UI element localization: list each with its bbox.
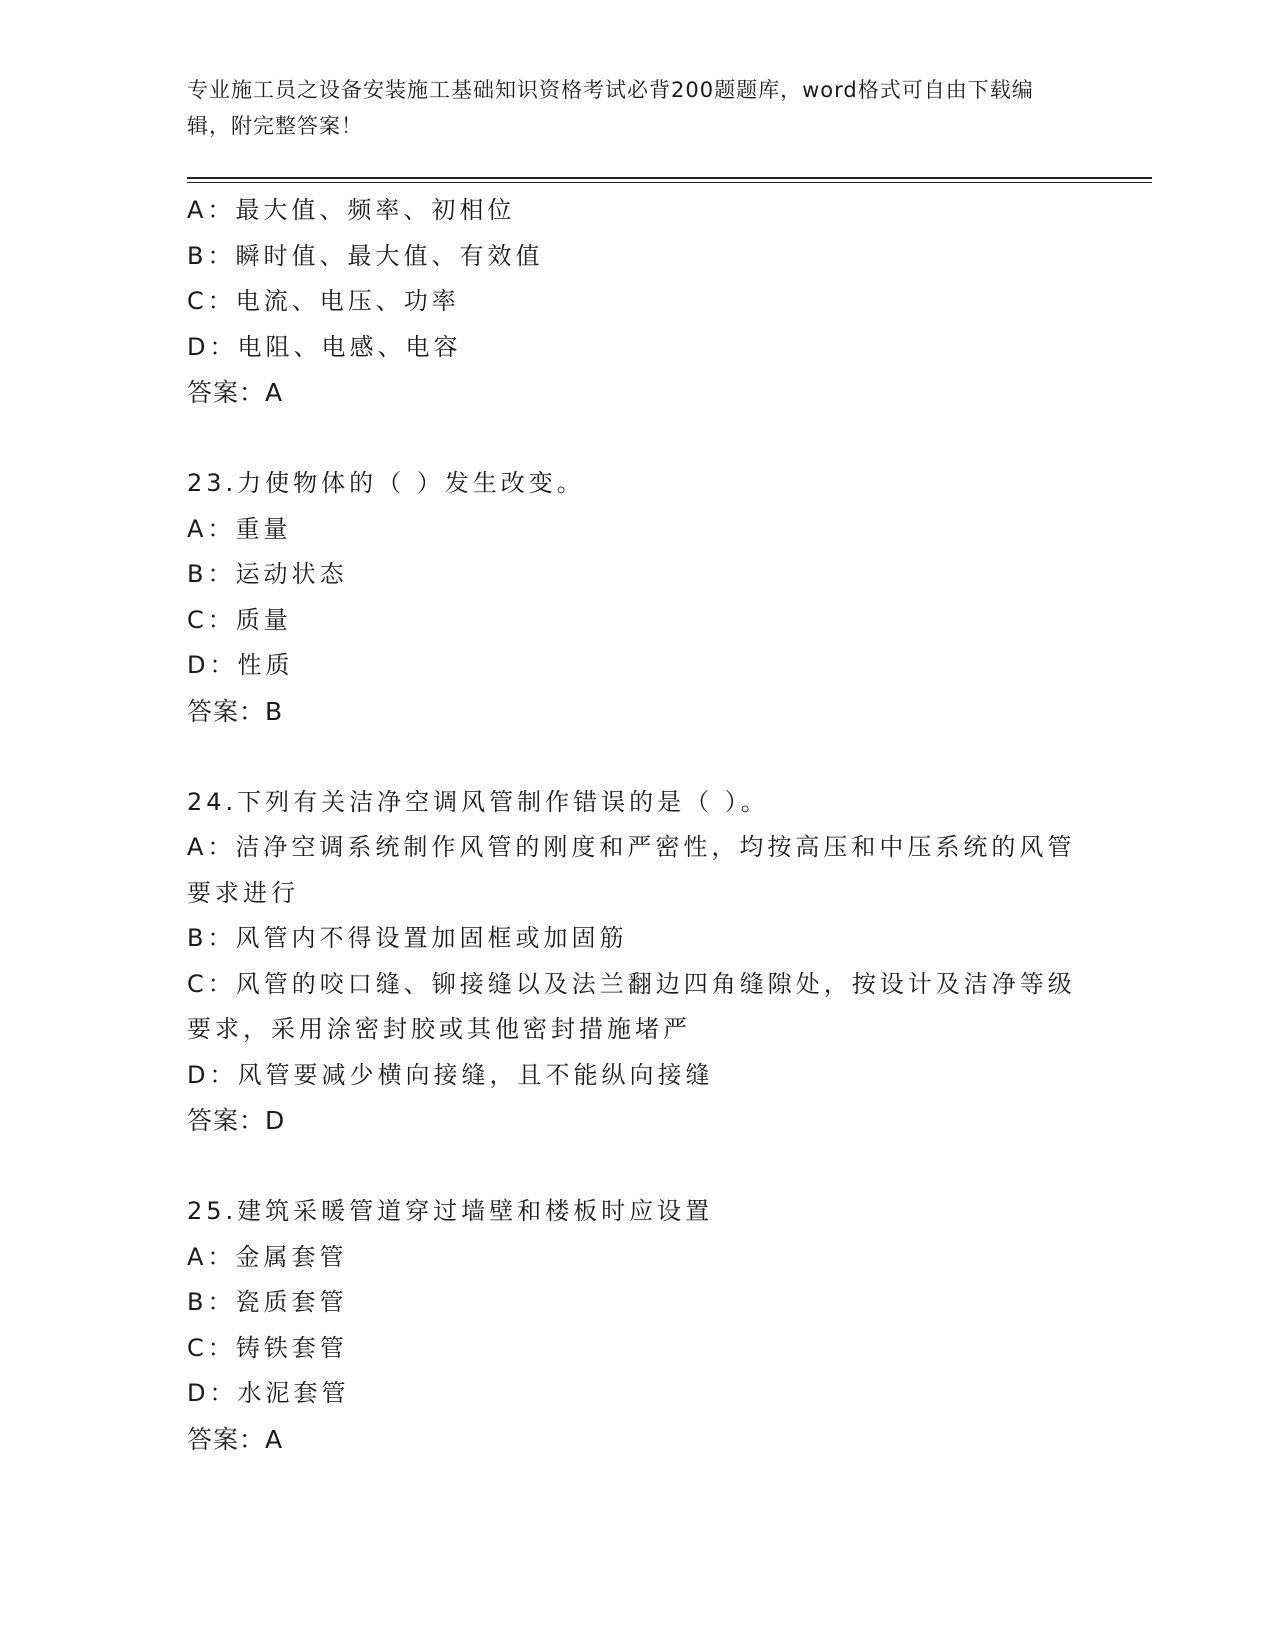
option-d: D：电阻、电感、电容	[187, 332, 462, 361]
document-header: 专业施工员之设备安装施工基础知识资格考试必背200题题库，word格式可自由下载编辑，附完整答案！	[187, 78, 1034, 138]
option-d: D：性质	[187, 651, 294, 679]
answer: 答案：B	[187, 696, 284, 726]
answer: 答案：A	[187, 378, 284, 407]
question-25	[187, 1189, 1077, 1463]
header-divider-thick	[187, 177, 1152, 179]
question-list	[187, 188, 1077, 1463]
option-d: D：风管要减少横向接缝，且不能纵向接缝	[187, 1060, 714, 1089]
option-c: C：电流、电压、功率	[187, 287, 460, 315]
question-22	[187, 188, 1077, 416]
question-stem: 23.力使物体的（ ）发生改变。	[187, 469, 585, 497]
option-b: B：瞬时值、最大值、有效值	[187, 241, 544, 270]
question-23	[187, 461, 1077, 735]
spacer	[187, 1144, 1077, 1189]
header-divider-thin	[187, 182, 1152, 183]
option-c: C：质量	[187, 605, 292, 634]
answer: 答案：D	[187, 1106, 286, 1135]
question-stem: 25.建筑采暖管道穿过墙壁和楼板时应设置	[187, 1197, 714, 1225]
spacer	[187, 735, 1077, 780]
option-b: B：风管内不得设置加固框或加固筋	[187, 924, 628, 952]
answer: 答案：A	[187, 1424, 284, 1454]
option-a: A：最大值、频率、初相位	[187, 196, 516, 224]
option-c: C：风管的咬口缝、铆接缝以及法兰翻边四角缝隙处，按设计及洁净等级要求，采用涂密封胶或其他密封措施堵严	[187, 969, 1076, 1043]
option-b: B：运动状态	[187, 560, 348, 588]
option-a: A：重量	[187, 514, 292, 543]
question-stem: 24.下列有关洁净空调风管制作错误的是（ ）。	[187, 787, 769, 816]
option-c: C：铸铁套管	[187, 1333, 348, 1362]
option-a: A：金属套管	[187, 1242, 348, 1271]
option-d: D：水泥套管	[187, 1379, 350, 1407]
spacer	[187, 416, 1077, 461]
question-24	[187, 780, 1077, 1145]
option-b: B：瓷质套管	[187, 1288, 348, 1316]
option-a: A：洁净空调系统制作风管的刚度和严密性，均按高压和中压系统的风管要求进行	[187, 833, 1076, 907]
